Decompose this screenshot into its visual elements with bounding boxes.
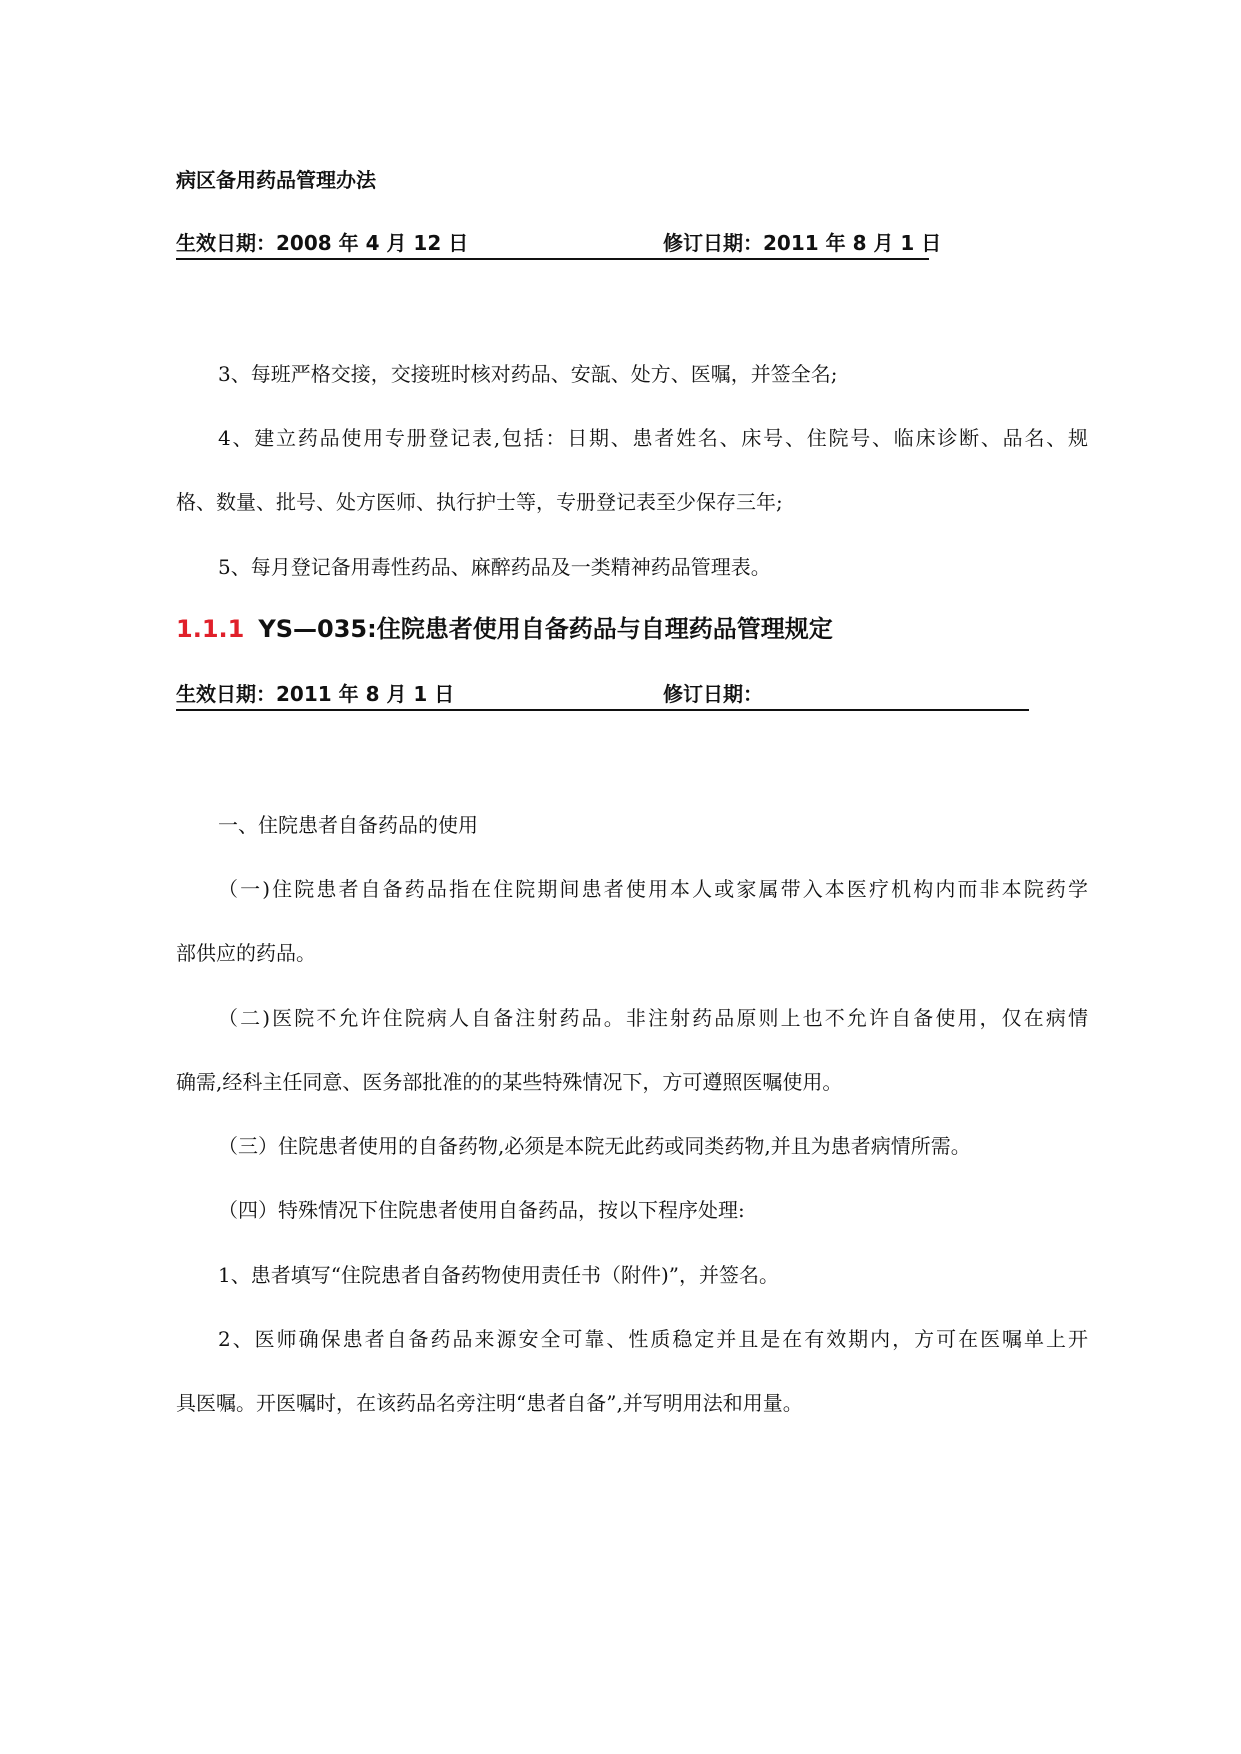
heading-number: 1.1.1 xyxy=(176,615,245,643)
effective-date: 生效日期：2008 年 4 月 12 日 xyxy=(176,229,663,260)
paragraph: 部供应的药品。 xyxy=(176,941,316,965)
paragraph: 具医嘱。开医嘱时，在该药品名旁注明“患者自备”,并写明用法和用量。 xyxy=(176,1391,803,1415)
revision-date: 修订日期：2011 年 8 月 1 日 xyxy=(663,229,929,260)
effective-date: 生效日期：2011 年 8 月 1 日 xyxy=(176,680,663,711)
heading-title: YS—035:住院患者使用自备药品与自理药品管理规定 xyxy=(258,615,833,643)
section-title: 病区备用药品管理办法 xyxy=(176,168,376,192)
paragraph: 格、数量、批号、处方医师、执行护士等，专册登记表至少保存三年; xyxy=(176,490,783,514)
date-row xyxy=(176,680,1029,711)
paragraph: （四）特殊情况下住院患者使用自备药品，按以下程序处理: xyxy=(218,1198,745,1222)
paragraph: 2、医师确保患者自备药品来源安全可靠、性质稳定并且是在有效期内，方可在医嘱单上开 xyxy=(218,1327,1088,1351)
paragraph: （二)医院不允许住院病人自备注射药品。非注射药品原则上也不允许自备使用，仅在病情 xyxy=(218,1006,1088,1030)
paragraph: 确需,经科主任同意、医务部批准的的某些特殊情况下，方可遵照医嘱使用。 xyxy=(176,1070,843,1094)
paragraph: 5、每月登记备用毒性药品、麻醉药品及一类精神药品管理表。 xyxy=(218,555,771,579)
section-heading xyxy=(176,612,833,646)
revision-date: 修订日期： xyxy=(663,680,1029,711)
paragraph: 1、患者填写“住院患者自备药物使用责任书（附件)”，并签名。 xyxy=(218,1263,779,1287)
paragraph: 4、建立药品使用专册登记表,包括：日期、患者姓名、床号、住院号、临床诊断、品名、规 xyxy=(218,426,1088,450)
date-row xyxy=(176,229,942,260)
paragraph: （三）住院患者使用的自备药物,必须是本院无此药或同类药物,并且为患者病情所需。 xyxy=(218,1134,971,1158)
paragraph: （一)住院患者自备药品指在住院期间患者使用本人或家属带入本医疗机构内而非本院药学 xyxy=(218,877,1088,901)
paragraph: 一、住院患者自备药品的使用 xyxy=(218,813,478,837)
paragraph: 3、每班严格交接，交接班时核对药品、安瓿、处方、医嘱，并签全名; xyxy=(218,362,838,386)
